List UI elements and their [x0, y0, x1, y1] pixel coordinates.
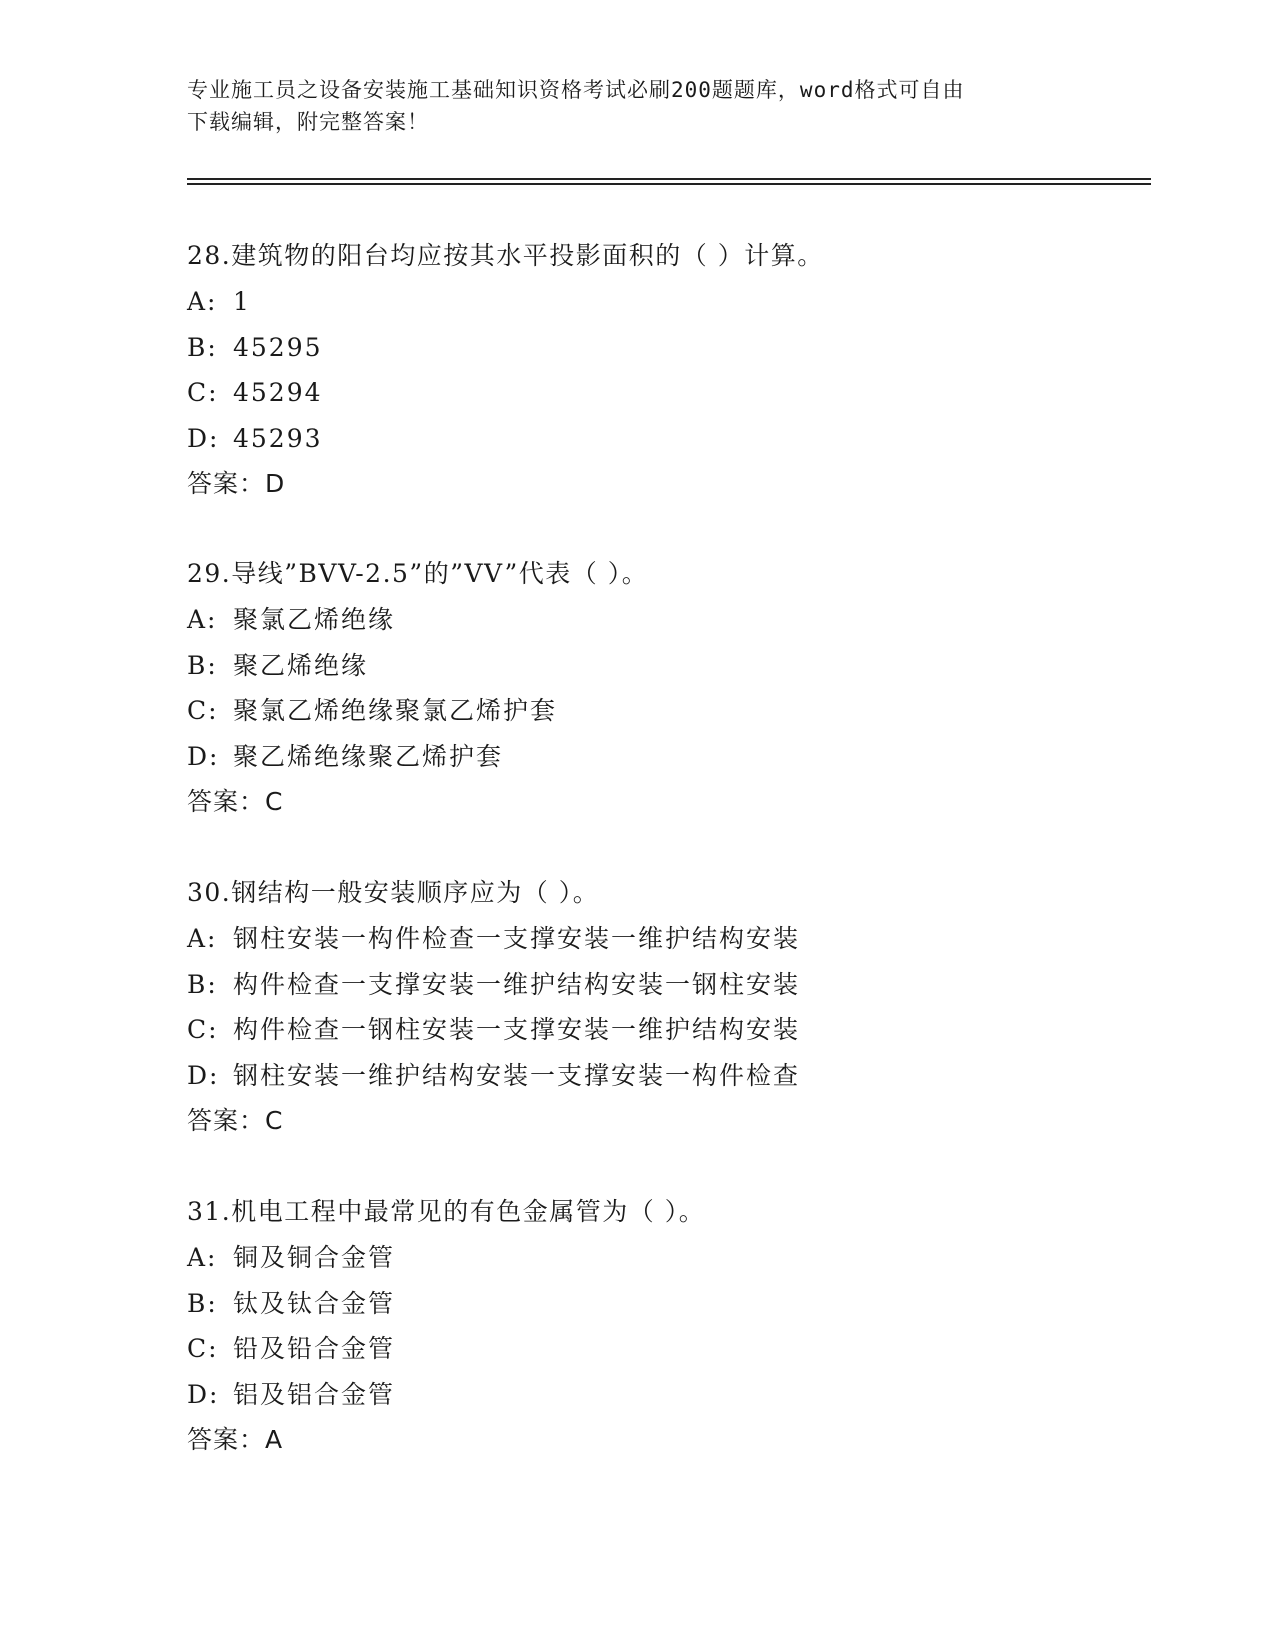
- option-text: 构件检查一钢柱安装一支撑安装一维护结构安装: [233, 1015, 801, 1044]
- option-c: [187, 1326, 1147, 1372]
- option-d: [187, 1372, 1147, 1418]
- option-text: 45294: [233, 378, 323, 407]
- option-c: [187, 688, 1147, 734]
- option-d: [187, 1053, 1147, 1099]
- option-key: B:: [187, 1288, 218, 1318]
- option-text: 铝及铝合金管: [233, 1379, 396, 1409]
- option-a: [187, 1235, 1147, 1281]
- option-c: [187, 370, 1147, 416]
- answer-line: 答案：C: [187, 1106, 284, 1135]
- answer-line: 答案：D: [187, 469, 286, 498]
- option-key: C:: [187, 378, 219, 407]
- option-text: 钢柱安装一维护结构安装一支撑安装一构件检查: [233, 1060, 801, 1090]
- option-text: 铜及铜合金管: [233, 1243, 396, 1272]
- option-text: 聚氯乙烯绝缘聚氯乙烯护套: [233, 696, 558, 725]
- question-31: [187, 1189, 1147, 1463]
- option-a: [187, 597, 1147, 643]
- option-text: 钢柱安装一构件检查一支撑安装一维护结构安装: [233, 924, 801, 953]
- header-rule-top: [187, 178, 1151, 180]
- question-title: 30.钢结构一般安装顺序应为（ ）。: [187, 878, 600, 907]
- document-header: [187, 74, 1087, 138]
- question-title: 28.建筑物的阳台均应按其水平投影面积的（ ）计算。: [187, 241, 824, 270]
- option-d: [187, 734, 1147, 780]
- option-key: D:: [187, 1379, 220, 1409]
- option-key: A:: [187, 924, 218, 953]
- question-29: [187, 551, 1147, 825]
- option-b: [187, 962, 1147, 1008]
- option-key: A:: [187, 287, 218, 316]
- answer-line: 答案：C: [187, 787, 284, 816]
- option-key: D:: [187, 741, 220, 771]
- option-b: [187, 643, 1147, 689]
- option-key: D:: [187, 1060, 220, 1090]
- header-line-2: 下载编辑，附完整答案！: [187, 110, 429, 134]
- option-d: [187, 416, 1147, 462]
- option-text: 构件检查一支撑安装一维护结构安装一钢柱安装: [233, 969, 801, 999]
- option-text: 钛及钛合金管: [233, 1288, 396, 1318]
- option-text: 聚乙烯绝缘聚乙烯护套: [233, 741, 504, 771]
- option-b: [187, 1281, 1147, 1327]
- option-text: 1: [233, 287, 251, 316]
- option-key: B:: [187, 969, 218, 999]
- option-text: 聚氯乙烯绝缘: [233, 605, 396, 634]
- option-b: [187, 325, 1147, 371]
- option-key: C:: [187, 1334, 219, 1363]
- option-c: [187, 1007, 1147, 1053]
- question-30: [187, 870, 1147, 1144]
- option-text: 聚乙烯绝缘: [233, 650, 369, 680]
- answer-line: 答案：A: [187, 1425, 284, 1454]
- option-key: B:: [187, 332, 218, 362]
- option-text: 45293: [233, 423, 323, 453]
- option-key: A:: [187, 1243, 218, 1272]
- option-key: D:: [187, 423, 220, 453]
- header-rule-bottom: [187, 183, 1151, 185]
- option-text: 铅及铅合金管: [233, 1334, 396, 1363]
- option-key: B:: [187, 650, 218, 680]
- option-a: [187, 279, 1147, 325]
- option-key: A:: [187, 605, 218, 634]
- option-text: 45295: [233, 332, 323, 362]
- question-28: [187, 233, 1147, 507]
- question-title: 29.导线”BVV-2.5”的”VV”代表（ ）。: [187, 559, 649, 588]
- question-title: 31.机电工程中最常见的有色金属管为（ ）。: [187, 1197, 706, 1226]
- option-a: [187, 916, 1147, 962]
- header-line-1: 专业施工员之设备安装施工基础知识资格考试必刷200题题库，word格式可自由: [187, 78, 965, 102]
- option-key: C:: [187, 1015, 219, 1044]
- option-key: C:: [187, 696, 219, 725]
